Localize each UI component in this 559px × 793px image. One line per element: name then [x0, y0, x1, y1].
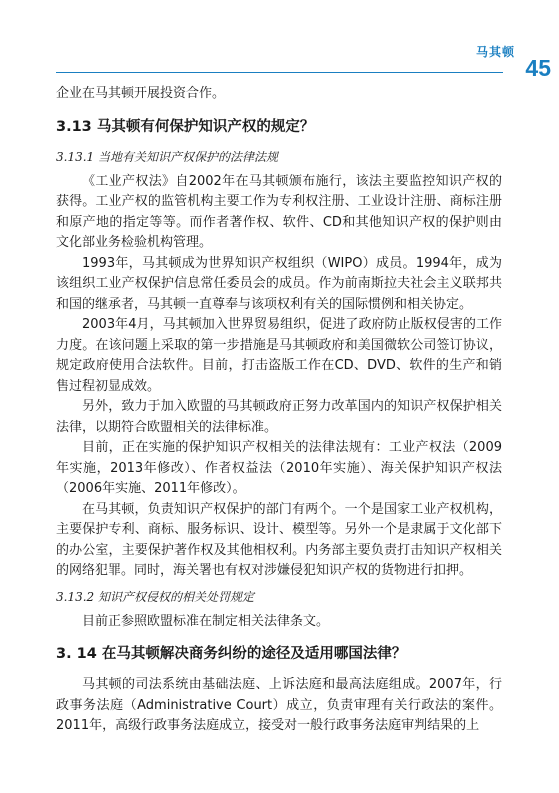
section-3-14-heading: 3. 14 在马其顿解决商务纠纷的途径及适用哪国法律？: [56, 646, 407, 662]
section-3-13-heading: 3.13 马其顿有何保护知识产权的规定？: [56, 118, 315, 135]
page-header: [0, 0, 559, 80]
paragraph-judicial-system: 马其顿的司法系统由基础法庭、上诉法庭和最高法庭组成。2007年，行政事务法庭（Administrative Court）成立，负责审理有关行政法的案件。2011年，高级行政事务法庭成立，接受对一般行政事务法庭审判结果的上: [56, 677, 502, 733]
continuation-paragraph: 企业在马其顿开展投资合作。: [56, 86, 226, 101]
subsection-3-13-2-heading: 3.13.2 知识产权侵权的相关处罚规定: [56, 589, 254, 604]
paragraph-current-laws: 目前，正在实施的保护知识产权相关的法律法规有：工业产权法（2009年实施，2013年修改）、作者权益法（2010年实施）、海关保护知识产权法（2006年实施、2011年修改）。: [56, 440, 502, 496]
paragraph-wto: 2003年4月，马其顿加入世界贸易组织，促进了政府防止版权侵害的工作力度。在该问题上采取的第一步措施是马其顿政府和美国微软公司签订协议，规定政府使用合法软件。目前，打击盗版工作在CD、DVD、软件的生产和销售过程初显成效。: [56, 317, 502, 394]
running-title: 马其顿: [475, 45, 515, 59]
paragraph-eu-reform: 另外，致力于加入欧盟的马其顿政府正努力改革国内的知识产权保护相关法律，以期符合欧盟相关的法律标准。: [56, 399, 502, 435]
header-rule: [56, 72, 503, 73]
paragraph-industrial-property-law: 《工业产权法》自2002年在马其顿颁布施行，该法主要监控知识产权的获得。工业产权的监管机构主要工作为专利权注册、工业设计注册、商标注册和原产地的指定等等。而作者著作权、软件、CD和其他知识产权的保护则由文化部业务检验机构管理。: [56, 173, 502, 250]
page-number: 45: [525, 55, 551, 81]
subsection-3-13-1-heading: 3.13.1 当地有关知识产权保护的法律法规: [56, 149, 278, 164]
paragraph-penalties: 目前正参照欧盟标准在制定相关法律条文。: [82, 613, 330, 629]
paragraph-wipo: 1993年，马其顿成为世界知识产权组织（WIPO）成员。1994年，成为该组织工业产权保护信息常任委员会的成员。作为前南斯拉夫社会主义联邦共和国的继承者，马其顿一直尊奉与该项权利有关的国际惯例和相关协定。: [56, 255, 502, 312]
paragraph-responsible-departments: 在马其顿，负责知识产权保护的部门有两个。一个是国家工业产权机构，主要保护专利、商标、服务标识、设计、模型等。另外一个是隶属于文化部下的办公室，主要保护著作权及其他相权利。内务部主要负责打击知识产权相关的网络犯罪。同时，海关署也有权对涉嫌侵犯知识产权的货物进行扣押。: [56, 501, 502, 578]
page-body: [56, 84, 502, 737]
